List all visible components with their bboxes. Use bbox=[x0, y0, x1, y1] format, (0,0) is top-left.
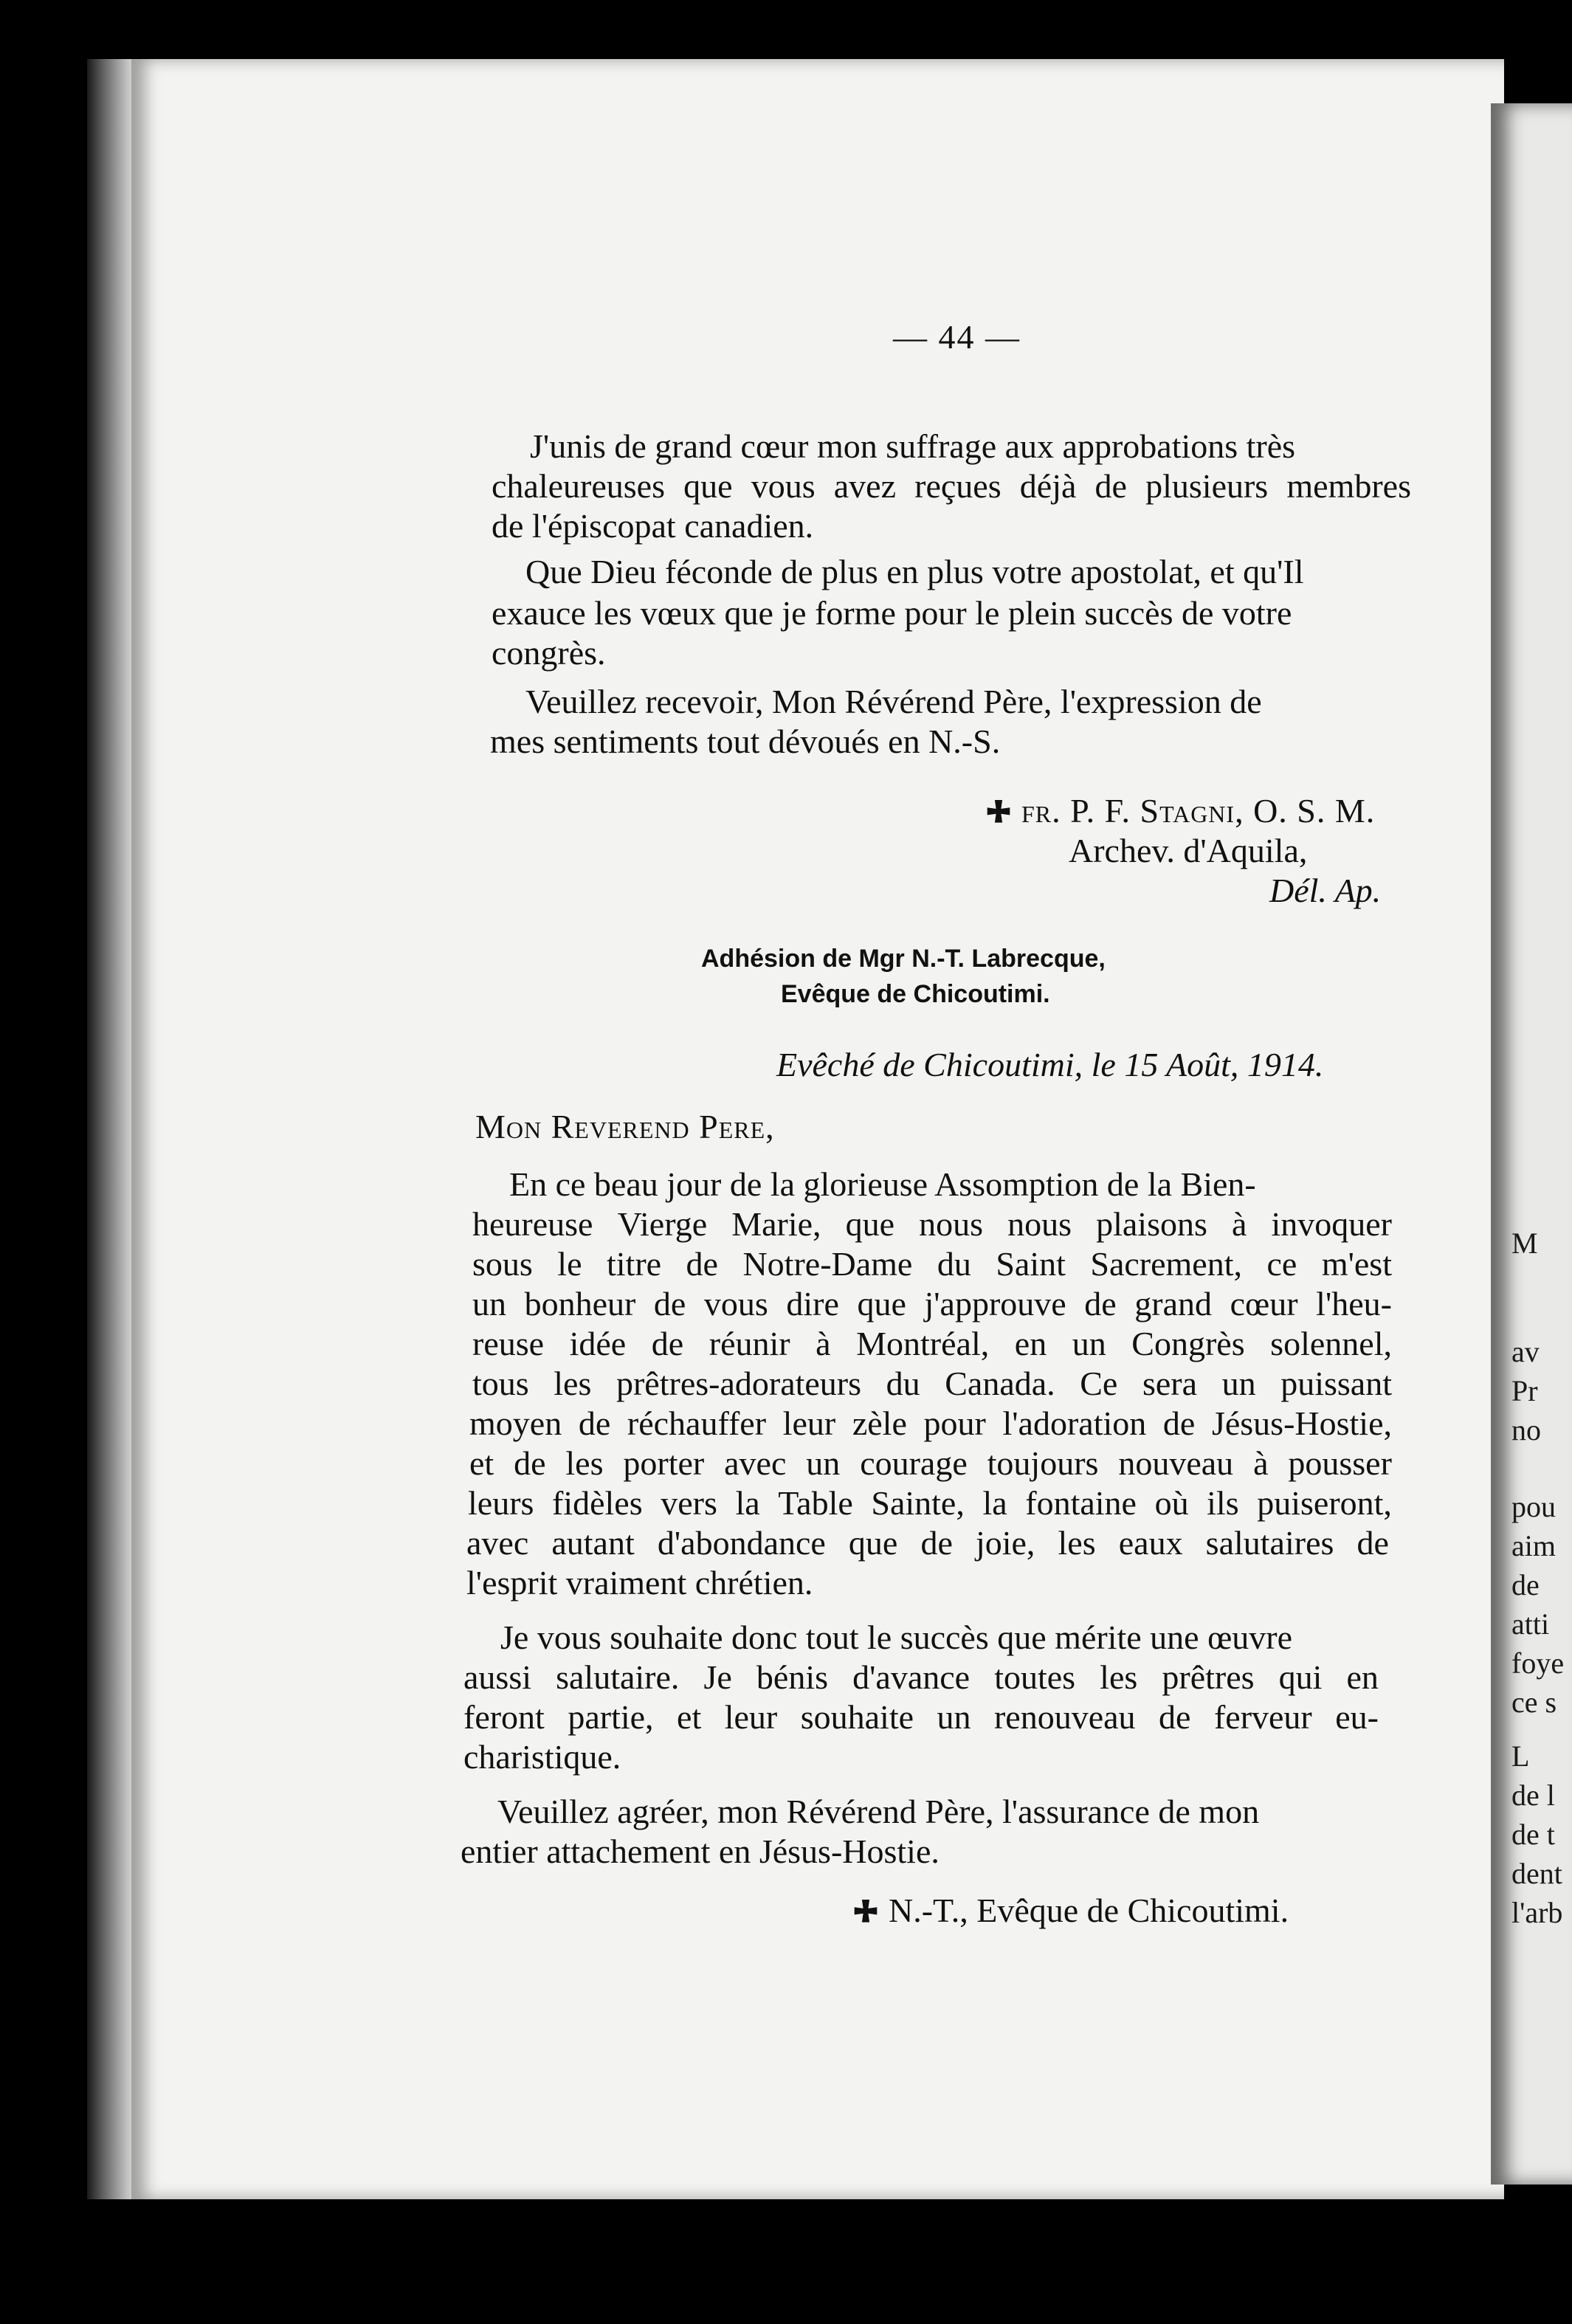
signature-line: Dél. Ap. bbox=[1269, 872, 1382, 909]
facing-page-edge bbox=[1491, 103, 1572, 2185]
cross-icon bbox=[986, 800, 1011, 825]
text-line: chaleureuses que vous avez reçues déjà de plusieurs membres bbox=[492, 467, 1411, 505]
facing-page-fragment: foye bbox=[1511, 1647, 1565, 1680]
facing-page-fragment: L bbox=[1511, 1739, 1530, 1773]
salutation: Mon Reverend Pere, bbox=[475, 1108, 775, 1145]
signature-line bbox=[853, 1894, 1289, 1928]
text-line: moyen de réchauffer leur zèle pour l'adoration de Jésus-Hostie, bbox=[469, 1404, 1392, 1442]
text-line: sous le titre de Notre-Dame du Saint Sacrement, ce m'est bbox=[472, 1245, 1392, 1283]
facing-page-fragment: av bbox=[1511, 1335, 1540, 1368]
text-line: Je vous souhaite donc tout le succès que mérite une œuvre bbox=[500, 1618, 1293, 1656]
facing-page-fragment: pou bbox=[1511, 1490, 1556, 1523]
text-line: En ce beau jour de la glorieuse Assomption de la Bien- bbox=[509, 1165, 1256, 1203]
facing-page-fragment: M bbox=[1511, 1227, 1538, 1260]
book-page bbox=[131, 59, 1504, 2199]
text-line: Que Dieu féconde de plus en plus votre apostolat, et qu'Il bbox=[525, 553, 1304, 590]
text-line: un bonheur de vous dire que j'approuve de grand cœur l'heu- bbox=[472, 1285, 1392, 1323]
text-line: avec autant d'abondance que de joie, les eaux salutaires de bbox=[466, 1524, 1389, 1562]
cross-icon bbox=[853, 1900, 878, 1925]
text-line: exauce les vœux que je forme pour le plein succès de votre bbox=[492, 594, 1292, 632]
facing-page-fragment: de t bbox=[1511, 1818, 1555, 1851]
text-line: l'esprit vraiment chrétien. bbox=[466, 1564, 813, 1601]
text-line: Veuillez recevoir, Mon Révérend Père, l'expression de bbox=[525, 683, 1262, 720]
section-heading: Evêque de Chicoutimi. bbox=[781, 980, 1050, 1008]
facing-page-fragment: aim bbox=[1511, 1529, 1556, 1562]
section-heading: Adhésion de Mgr N.-T. Labrecque, bbox=[701, 945, 1106, 973]
text-line: et de les porter avec un courage toujours nouveau à pousser bbox=[469, 1444, 1392, 1482]
dateline: Evêché de Chicoutimi, le 15 Août, 1914. bbox=[776, 1046, 1324, 1083]
facing-page-fragment: de l bbox=[1511, 1779, 1555, 1812]
text-line: feront partie, et leur souhaite un renouveau de ferveur eu- bbox=[463, 1698, 1379, 1736]
facing-page-fragment: Pr bbox=[1511, 1374, 1538, 1407]
facing-page-fragment: no bbox=[1511, 1413, 1541, 1447]
facing-page-fragment: dent bbox=[1511, 1857, 1562, 1890]
text-line: congrès. bbox=[492, 634, 606, 672]
text-line: mes sentiments tout dévoués en N.-S. bbox=[490, 723, 1001, 760]
text-line: Veuillez agréer, mon Révérend Père, l'assurance de mon bbox=[497, 1793, 1260, 1830]
signature-line: Archev. d'Aquila, bbox=[1069, 832, 1308, 869]
text-line: tous les prêtres-adorateurs du Canada. Ce sera un puissant bbox=[472, 1365, 1392, 1402]
facing-page-fragment: ce s bbox=[1511, 1686, 1557, 1719]
signature-line bbox=[986, 794, 1375, 828]
text-line: heureuse Vierge Marie, que nous nous plaisons à invoquer bbox=[472, 1205, 1392, 1243]
text-line: de l'épiscopat canadien. bbox=[492, 507, 814, 545]
text-line: J'unis de grand cœur mon suffrage aux approbations très bbox=[530, 427, 1296, 465]
signature-name: N.-T., Evêque de Chicoutimi. bbox=[889, 1892, 1289, 1929]
facing-page-fragment: l'arb bbox=[1511, 1896, 1563, 1929]
text-line: aussi salutaire. Je bénis d'avance toutes les prêtres qui en bbox=[463, 1658, 1379, 1696]
text-line: charistique. bbox=[463, 1738, 621, 1776]
text-line: reuse idée de réunir à Montréal, en un Congrès solennel, bbox=[472, 1325, 1392, 1362]
signature-name: fr. P. F. Stagni, O. S. M. bbox=[1021, 792, 1376, 830]
page-number: — 44 — bbox=[893, 318, 1021, 356]
text-line: leurs fidèles vers la Table Sainte, la fontaine où ils puiseront, bbox=[468, 1484, 1392, 1522]
facing-page-fragment: de bbox=[1511, 1568, 1540, 1601]
text-line: entier attachement en Jésus-Hostie. bbox=[461, 1832, 940, 1870]
facing-page-fragment: atti bbox=[1511, 1607, 1550, 1641]
